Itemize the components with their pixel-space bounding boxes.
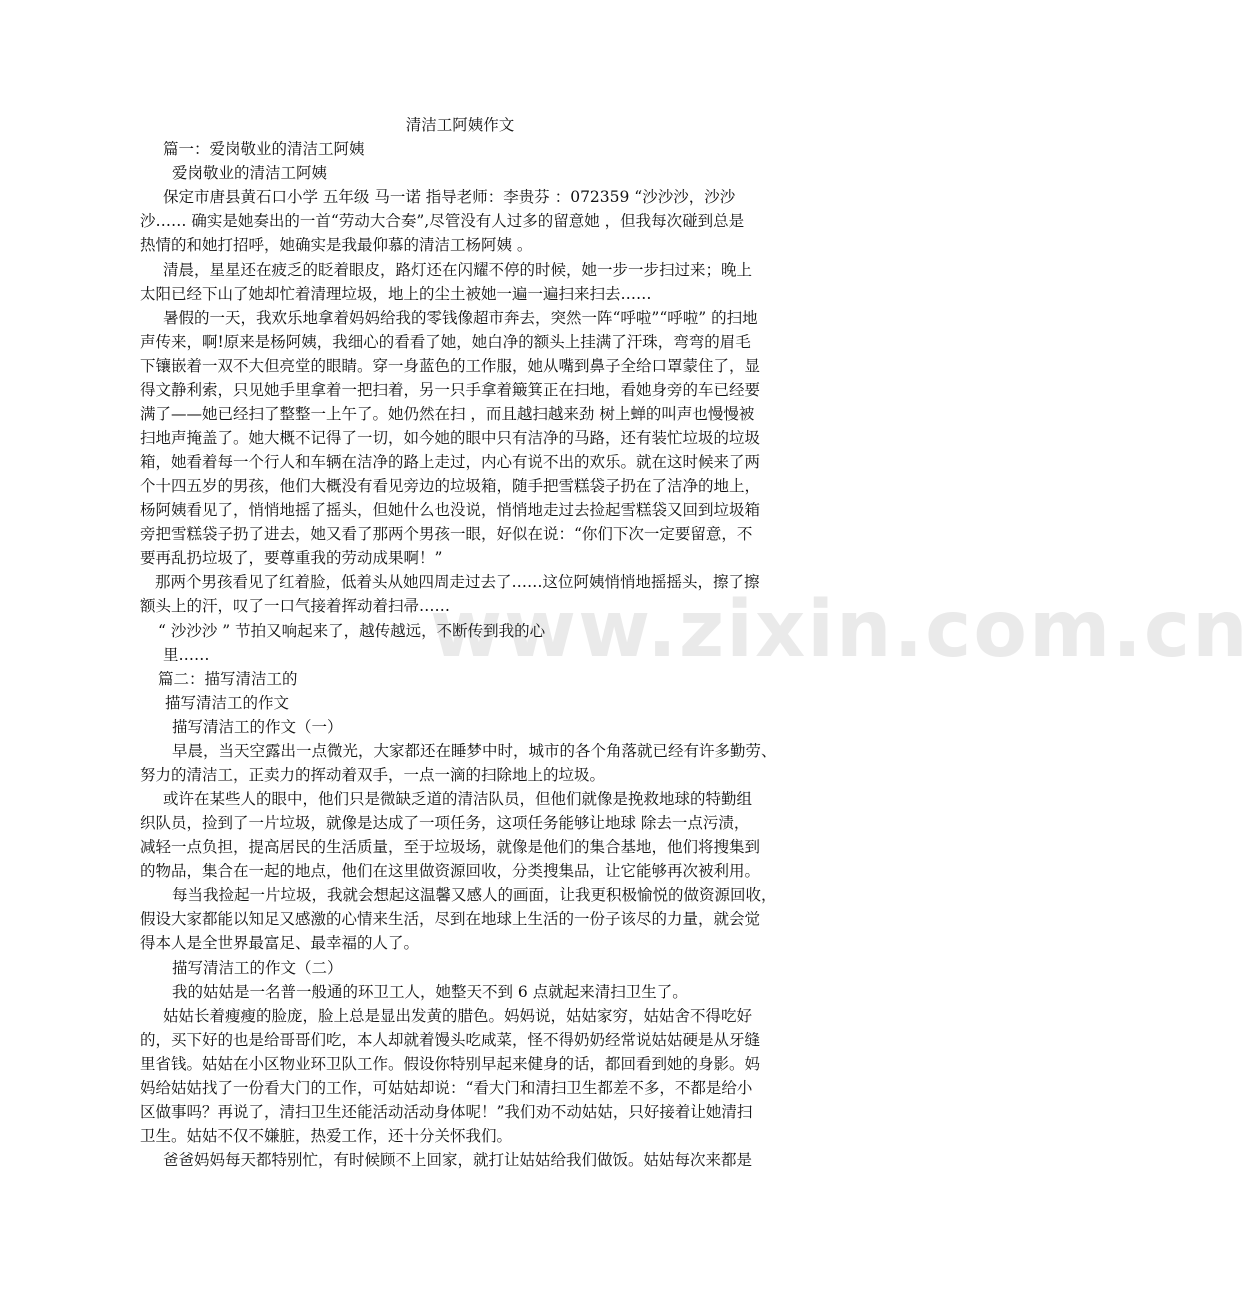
paragraph-line: 太阳已经下山了她却忙着清理垃圾，地上的尘土被她一遍一遍扫来扫去…… xyxy=(140,285,652,303)
paragraph-line: 扫地声掩盖了。她大概不记得了一切，如今她的眼中只有洁净的马路，还有装忙垃圾的垃圾 xyxy=(140,429,761,447)
paragraph-line: “ 沙沙沙 ” 节拍又响起来了，越传越远，不断传到我的心 xyxy=(158,622,546,640)
paragraph-line: 暑假的一天，我欢乐地拿着妈妈给我的零钱像超市奔去，突然一阵“呼啦”“呼啦” 的扫地 xyxy=(163,309,758,327)
paragraph-line: 区做事吗？再说了，清扫卫生还能活动活动身体呢！”我们劝不动姑姑，只好接着让她清扫 xyxy=(140,1103,753,1121)
paragraph-line: 个十四五岁的男孩，他们大概没有看见旁边的垃圾箱，随手把雪糕袋子扔在了洁净的地上， xyxy=(140,477,761,495)
subsection-heading: 描写清洁工的作文（一） xyxy=(172,718,343,736)
paragraph-line: 姑姑长着瘦瘦的脸庞，脸上总是显出发黄的腊色。妈妈说，姑姑家穷，姑姑舍不得吃好 xyxy=(163,1007,753,1025)
paragraph-line: 旁把雪糕袋子扔了进去，她又看了那两个男孩一眼，好似在说：“你们下次一定要留意，不 xyxy=(140,525,753,543)
paragraph-line: 努力的清洁工，正卖力的挥动着双手，一点一滴的扫除地上的垃圾。 xyxy=(140,766,606,784)
section-heading: 篇一：爱岗敬业的清洁工阿姨 xyxy=(163,140,365,158)
paragraph-line: 杨阿姨看见了，悄悄地摇了摇头，但她什么也没说，悄悄地走过去捡起雪糕袋又回到垃圾箱 xyxy=(140,501,761,519)
paragraph-line: 的物品，集合在一起的地点，他们在这里做资源回收，分类搜集品，让它能够再次被利用。 xyxy=(140,862,761,880)
paragraph-line: 声传来，啊!原来是杨阿姨，我细心的看看了她，她白净的额头上挂满了汗珠，弯弯的眉毛 xyxy=(140,333,751,351)
paragraph-line: 妈给姑姑找了一份看大门的工作，可姑姑却说：“看大门和清扫卫生都差不多，不都是给小 xyxy=(140,1079,753,1097)
paragraph-line: 保定市唐县黄石口小学 五年级 马一诺 指导老师：李贵芬 ：072359 “沙沙沙，沙沙 xyxy=(163,188,736,206)
paragraph-line: 热情的和她打招呼，她确实是我最仰慕的清洁工杨阿姨 。 xyxy=(140,236,533,254)
paragraph-line: 下镶嵌着一双不大但亮堂的眼睛。穿一身蓝色的工作服，她从嘴到鼻子全给口罩蒙住了，显 xyxy=(140,357,761,375)
paragraph-line: 得文静利索，只见她手里拿着一把扫着，另一只手拿着簸箕正在扫地，看她身旁的车已经要 xyxy=(140,381,761,399)
essay-title: 爱岗敬业的清洁工阿姨 xyxy=(172,164,328,182)
paragraph-line: 织队员，捡到了一片垃圾，就像是达成了一项任务，这项任务能够让地球 除去一点污渍， xyxy=(140,814,750,832)
paragraph-line: 沙…… 确实是她奏出的一首“劳动大合奏”,尽管没有人过多的留意她 ，但我每次碰到总是 xyxy=(140,212,745,230)
paragraph-line: 假设大家都能以知足又感激的心情来生活，尽到在地球上生活的一份子该尽的力量，就会觉 xyxy=(140,910,761,928)
page-title: 清洁工阿姨作文 xyxy=(405,116,515,134)
paragraph-line: 或许在某些人的眼中，他们只是微缺乏道的清洁队员，但他们就像是挽救地球的特勤组 xyxy=(163,790,753,808)
paragraph-line: 得本人是全世界最富足、最幸福的人了。 xyxy=(140,934,420,952)
paragraph-line: 要再乱扔垃圾了，要尊重我的劳动成果啊！” xyxy=(140,549,443,567)
watermark: www.zixin.com.cn xyxy=(430,585,1250,675)
paragraph-line: 额头上的汗，叹了一口气接着挥动着扫帚…… xyxy=(140,597,451,615)
paragraph-line: 的，买下好的也是给哥哥们吃，本人却就着馒头吃咸菜，怪不得奶奶经常说姑姑硬是从牙缝 xyxy=(140,1031,761,1049)
paragraph-line: 卫生。姑姑不仅不嫌脏，热爱工作，还十分关怀我们。 xyxy=(140,1127,513,1145)
paragraph-line: 清晨，星星还在疲乏的眨着眼皮，路灯还在闪耀不停的时候，她一步一步扫过来；晚上 xyxy=(163,261,753,279)
paragraph-line: 早晨，当天空露出一点微光，大家都还在睡梦中时，城市的各个角落就已经有许多勤劳、 xyxy=(172,742,777,760)
paragraph-line: 减轻一点负担，提高居民的生活质量，至于垃圾场，就像是他们的集合基地，他们将搜集到 xyxy=(140,838,761,856)
paragraph-line: 箱，她看着每一个行人和车辆在洁净的路上走过，内心有说不出的欢乐。就在这时候来了两 xyxy=(140,453,761,471)
paragraph-line: 那两个男孩看见了红着脸，低着头从她四周走过去了……这位阿姨悄悄地摇摇头，擦了擦 xyxy=(155,573,760,591)
paragraph-line: 我的姑姑是一名普一般通的环卫工人，她整天不到 6 点就起来清扫卫生了。 xyxy=(172,983,688,1001)
paragraph-line: 满了——她已经扫了整整一上午了。她仍然在扫 ，而且越扫越来劲 树上蝉的叫声也慢慢被 xyxy=(140,405,755,423)
paragraph-line: 里省钱。姑姑在小区物业环卫队工作。假设你特别早起来健身的话，都回看到她的身影。妈 xyxy=(140,1055,761,1073)
paragraph-line: 爸爸妈妈每天都特别忙，有时候顾不上回家，就打让姑姑给我们做饭。姑姑每次来都是 xyxy=(163,1151,753,1169)
paragraph-line: 每当我捡起一片垃圾，我就会想起这温馨又感人的画面，让我更积极愉悦的做资源回收， xyxy=(172,886,777,904)
essay-title: 描写清洁工的作文 xyxy=(165,694,290,712)
subsection-heading: 描写清洁工的作文（二） xyxy=(172,959,343,977)
section-heading: 篇二：描写清洁工的 xyxy=(158,670,298,688)
paragraph-line: 里…… xyxy=(163,646,210,664)
